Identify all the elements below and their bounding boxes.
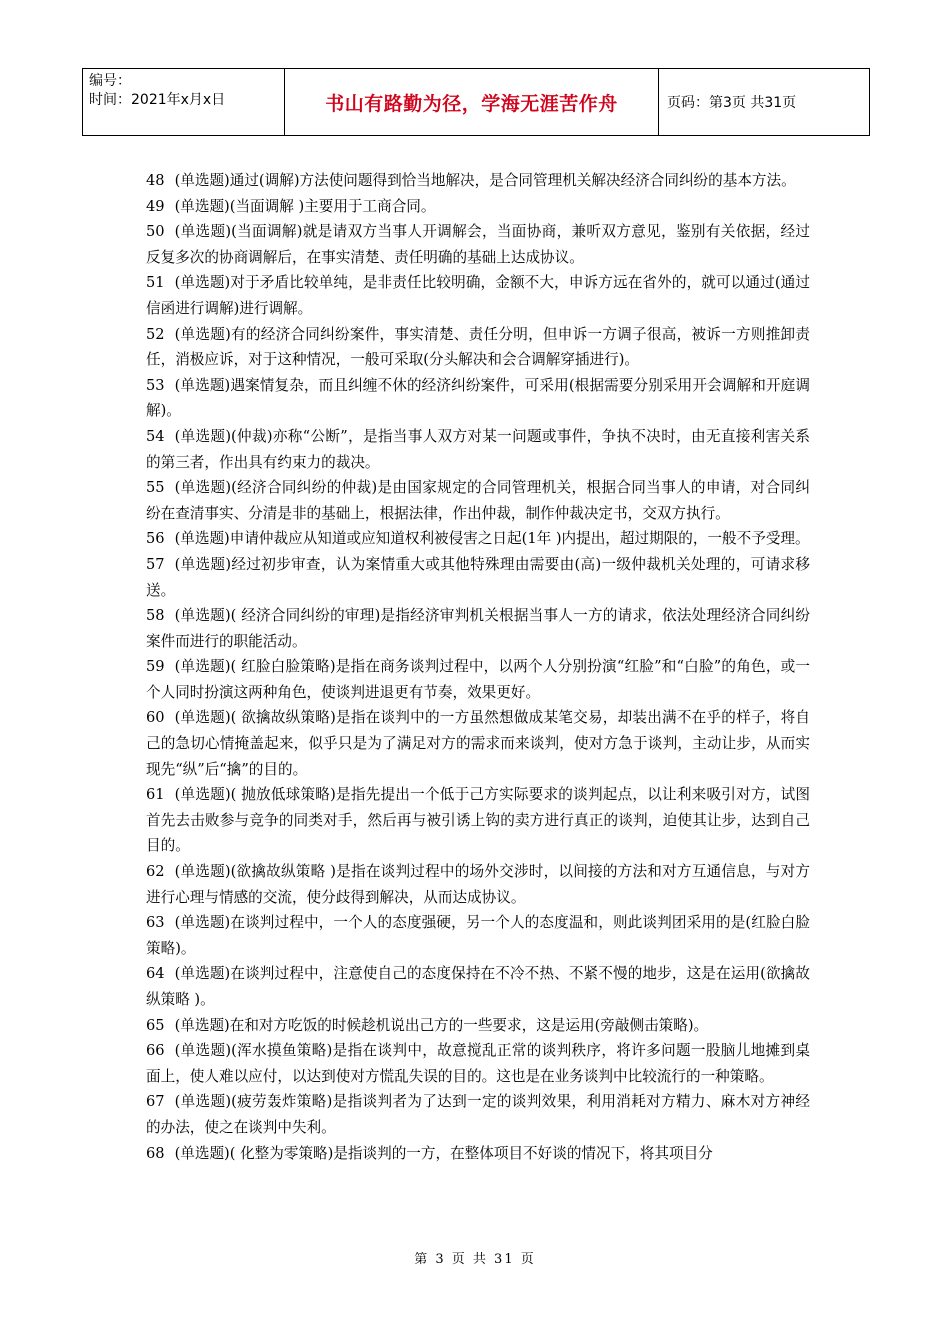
question-item <box>146 475 810 526</box>
question-text: (单选题)经过初步审查，认为案情重大或其他特殊理由需要由(高)一级仲裁机关处理的，可请求移送。 <box>146 555 810 599</box>
question-number: 54 <box>146 427 165 445</box>
question-text: (单选题)( 抛放低球策略)是指先提出一个低于己方实际要求的谈判起点，以让利来吸引对方，试图首先去击败参与竞争的同类对手，然后再与被引诱上钩的卖方进行真正的谈判，迫使其让步，达到自己目的。 <box>146 786 810 855</box>
question-text: (单选题)遇案情复杂，而且纠缠不休的经济纠纷案件，可采用(根据需要分别采用开会调解和开庭调解)。 <box>146 376 810 420</box>
question-text: (单选题)对于矛盾比较单纯，是非责任比较明确，金额不大，申诉方远在省外的，就可以通过(通过信函进行调解)进行调解。 <box>146 274 810 317</box>
question-number: 52 <box>146 325 165 343</box>
question-item <box>146 782 810 859</box>
question-item <box>146 168 810 194</box>
question-item <box>146 859 810 910</box>
question-item <box>146 219 810 270</box>
question-item <box>146 1089 810 1140</box>
question-item <box>146 424 810 475</box>
question-item <box>146 1013 810 1039</box>
question-number: 58 <box>146 607 165 625</box>
question-list <box>146 168 810 1166</box>
question-item <box>146 322 810 373</box>
question-text: (单选题)( 红脸白脸策略)是指在商务谈判过程中，以两个人分别扮演“红脸”和“白脸”的角色，或一个人同时扮演这两种角色，使谈判进退更有节奏，效果更好。 <box>146 658 810 701</box>
question-item <box>146 654 810 705</box>
question-number: 57 <box>146 555 165 573</box>
question-item <box>146 1141 810 1167</box>
page-footer: 第 3 页 共 31 页 <box>414 1252 536 1267</box>
question-text: (单选题)申请仲裁应从知道或应知道权利被侵害之日起(1年 )内提出，超过期限的，一般不予受理。 <box>174 530 810 548</box>
question-item <box>146 373 810 424</box>
question-item <box>146 194 810 220</box>
question-number: 63 <box>146 914 165 932</box>
question-number: 50 <box>146 223 165 241</box>
question-text: (单选题)(当面调解)就是请双方当事人开调解会，当面协商，兼听双方意见，鉴别有关依据，经过反复多次的协商调解后，在事实清楚、责任明确的基础上达成协议。 <box>146 223 810 266</box>
question-item <box>146 1038 810 1089</box>
question-text: (单选题)有的经济合同纠纷案件，事实清楚、责任分明，但申诉一方调子很高，被诉一方则推卸责任，消极应诉，对于这种情况，一般可采取(分头解决和会合调解穿插进行)。 <box>146 325 810 369</box>
question-item <box>146 705 810 782</box>
question-number: 65 <box>146 1016 165 1034</box>
question-item <box>146 603 810 654</box>
question-number: 62 <box>146 863 165 881</box>
question-text: (单选题)(仲裁)亦称“公断”，是指当事人双方对某一问题或事件，争执不决时，由无直接利害关系的第三者，作出具有约束力的裁决。 <box>146 427 810 471</box>
question-item <box>146 552 810 603</box>
question-text: (单选题)(经济合同纠纷的仲裁)是由国家规定的合同管理机关，根据合同当事人的申请，对合同纠纷在查清事实、分清是非的基础上，根据法律，作出仲裁，制作仲裁决定书，交双方执行。 <box>146 479 810 522</box>
question-text: (单选题)(当面调解 )主要用于工商合同。 <box>174 197 436 215</box>
question-item <box>146 526 810 552</box>
header-meta <box>83 69 285 135</box>
question-number: 67 <box>146 1093 165 1111</box>
question-number: 61 <box>146 786 165 804</box>
question-text: (单选题)(疲劳轰炸策略)是指谈判者为了达到一定的谈判效果，利用消耗对方精力、麻木对方神经的办法，使之在谈判中失利。 <box>146 1093 810 1136</box>
question-text: (单选题)(浑水摸鱼策略)是指在谈判中，故意搅乱正常的谈判秩序，将许多问题一股脑儿地摊到桌面上，使人难以应付，以达到使对方慌乱失误的目的。这也是在业务谈判中比较流行的一种策略。 <box>146 1042 810 1085</box>
question-text: (单选题)( 欲擒故纵策略)是指在谈判中的一方虽然想做成某笔交易，却装出满不在乎的样子，将自己的急切心情掩盖起来，似乎只是为了满足对方的需求而来谈判，使对方急于谈判，主动让步，从而实现先“纵”后“擒”的目的。 <box>146 709 810 778</box>
code-label: 编号： <box>89 73 131 89</box>
question-number: 66 <box>146 1042 165 1060</box>
question-text: (单选题)( 化整为零策略)是指谈判的一方，在整体项目不好谈的情况下，将其项目分 <box>174 1144 713 1162</box>
question-number: 49 <box>146 197 165 215</box>
question-number: 48 <box>146 172 165 189</box>
time-line: 时间：2021年x月x日 <box>89 92 226 108</box>
question-number: 59 <box>146 658 165 676</box>
question-text: (单选题)在和对方吃饭的时候趁机说出己方的一些要求，这是运用(旁敲侧击策略)。 <box>174 1016 709 1034</box>
question-number: 55 <box>146 479 165 497</box>
question-number: 56 <box>146 530 165 548</box>
question-text: (单选题)通过(调解)方法使问题得到恰当地解决，是合同管理机关解决经济合同纠纷的基本方法。 <box>174 172 796 189</box>
page-header <box>82 68 870 136</box>
question-number: 60 <box>146 709 165 727</box>
header-motto: 书山有路勤为径，学海无涯苦作舟 <box>285 69 659 135</box>
question-text: (单选题)在谈判过程中，注意使自己的态度保持在不冷不热、不紧不慢的地步，这是在运用(欲擒故纵策略 )。 <box>146 965 810 1008</box>
question-number: 51 <box>146 274 165 292</box>
question-text: (单选题)(欲擒故纵策略 )是指在谈判过程中的场外交涉时，以间接的方法和对方互通信息，与对方进行心理与情感的交流，使分歧得到解决，从而达成协议。 <box>146 863 810 906</box>
header-page-info: 页码：第3页 共31页 <box>667 95 797 111</box>
question-number: 68 <box>146 1144 165 1162</box>
question-number: 64 <box>146 965 165 983</box>
question-text: (单选题)( 经济合同纠纷的审理)是指经济审判机关根据当事人一方的请求，依法处理经济合同纠纷案件而进行的职能活动。 <box>146 607 810 650</box>
question-item <box>146 270 810 321</box>
question-item <box>146 910 810 961</box>
question-item <box>146 961 810 1012</box>
question-text: (单选题)在谈判过程中，一个人的态度强硬，另一个人的态度温和，则此谈判团采用的是(红脸白脸策略)。 <box>146 914 810 957</box>
question-number: 53 <box>146 376 165 394</box>
